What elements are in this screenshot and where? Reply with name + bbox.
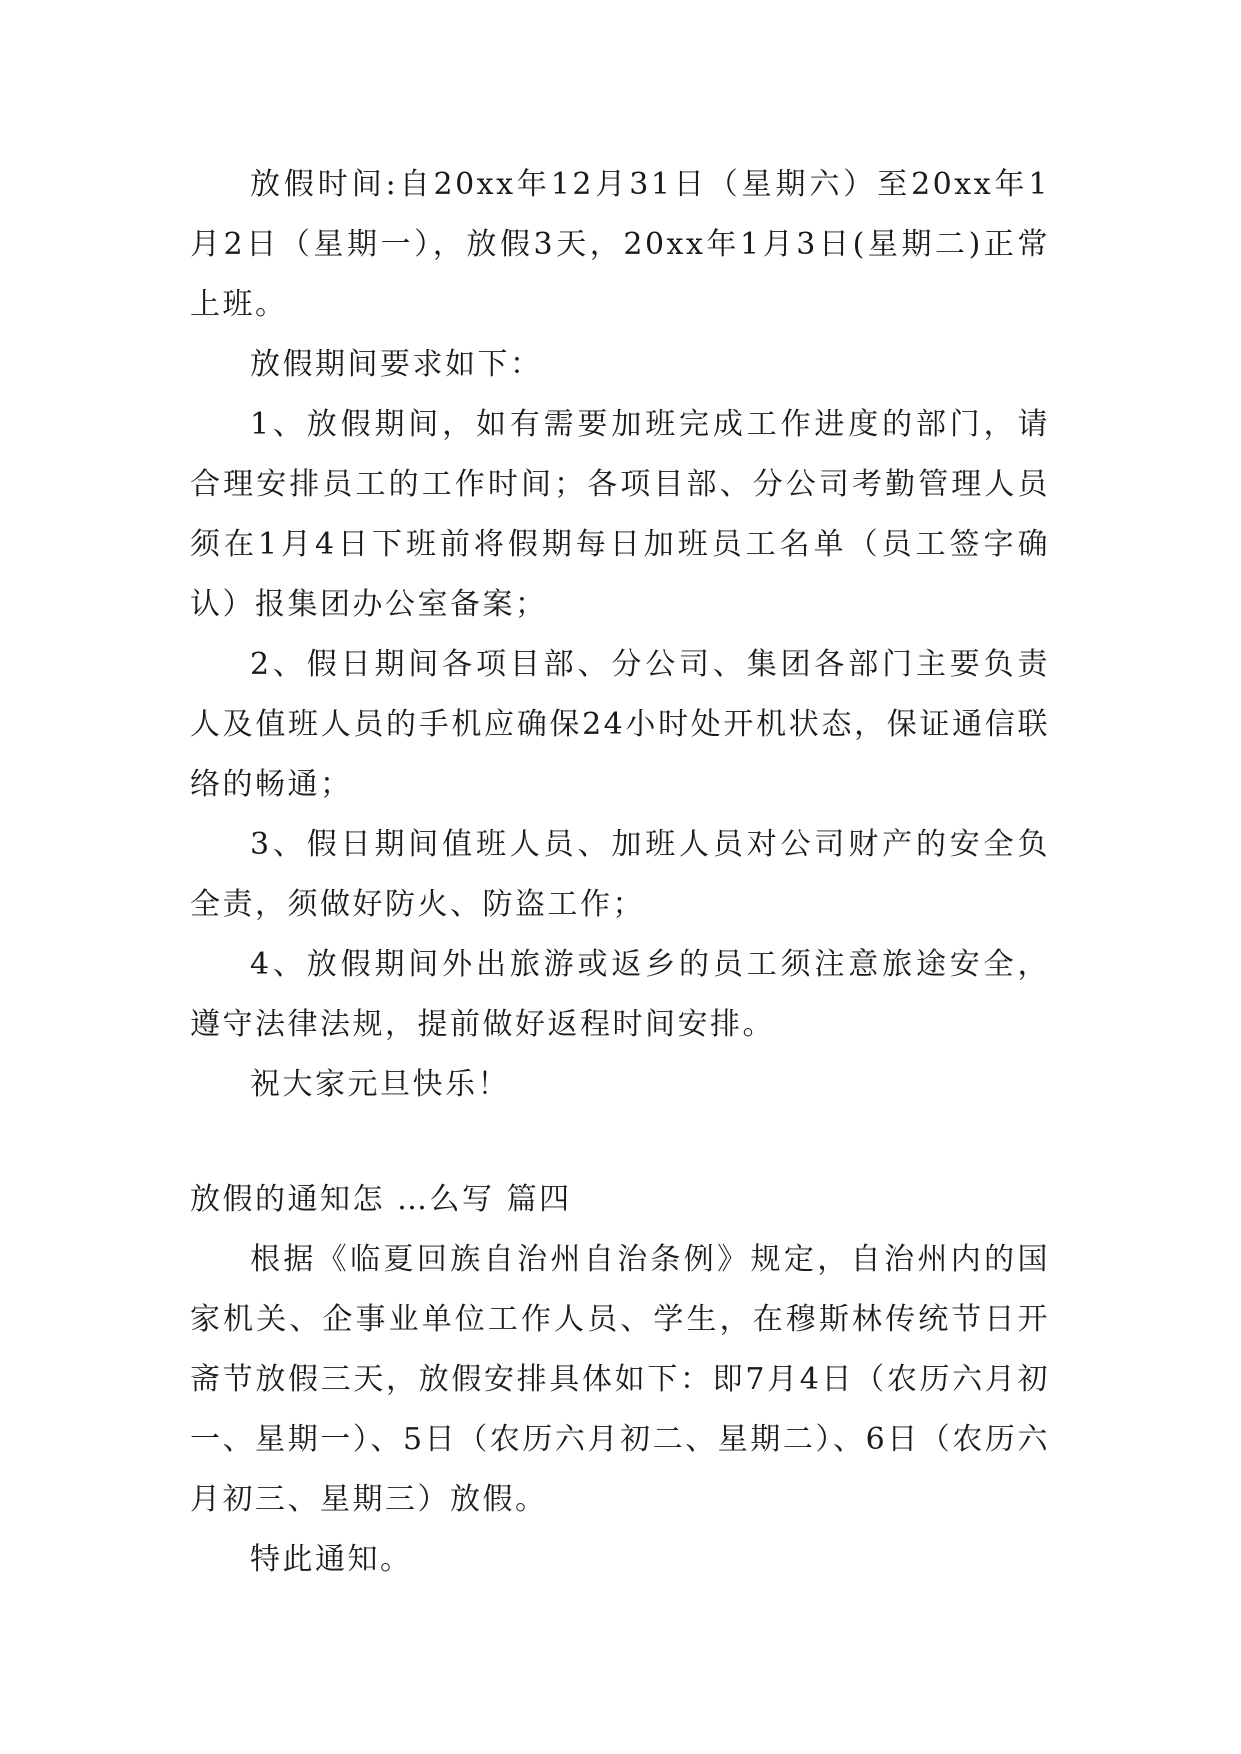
paragraph-closing: 特此通知。 xyxy=(250,1542,413,1577)
paragraph-requirement-4: 4、放假期间外出旅游或返乡的员工须注意旅途安全，遵守法律法规，提前做好返程时间安排。 xyxy=(190,947,1050,1042)
document-body xyxy=(190,155,1050,1590)
paragraph-requirement-2: 2、假日期间各项目部、分公司、集团各部门主要负责人及值班人员的手机应确保24小时处开机状态，保证通信联络的畅通； xyxy=(190,647,1050,802)
section-heading: 放假的通知怎 …么写 篇四 xyxy=(190,1182,572,1217)
paragraph-greeting: 祝大家元旦快乐！ xyxy=(250,1067,510,1102)
paragraph-requirements-intro: 放假期间要求如下： xyxy=(250,347,543,382)
paragraph-eid-holiday: 根据《临夏回族自治州自治条例》规定，自治州内的国家机关、企事业单位工作人员、学生，在穆斯林传统节日开斋节放假三天，放假安排具体如下：即7月4日（农历六月初一、星期一）、5日（农历六月初二、星期二）、6日（农历六月初三、星期三）放假。 xyxy=(190,1242,1050,1517)
paragraph-holiday-time: 放假时间:自20xx年12月31日（星期六）至20xx年1月2日（星期一），放假3天，20xx年1月3日(星期二)正常上班。 xyxy=(190,167,1050,322)
paragraph-requirement-3: 3、假日期间值班人员、加班人员对公司财产的安全负全责，须做好防火、防盗工作； xyxy=(190,827,1050,922)
paragraph-requirement-1: 1、放假期间，如有需要加班完成工作进度的部门，请合理安排员工的工作时间；各项目部、分公司考勤管理人员须在1月4日下班前将假期每日加班员工名单（员工签字确认）报集团办公室备案； xyxy=(190,407,1050,622)
